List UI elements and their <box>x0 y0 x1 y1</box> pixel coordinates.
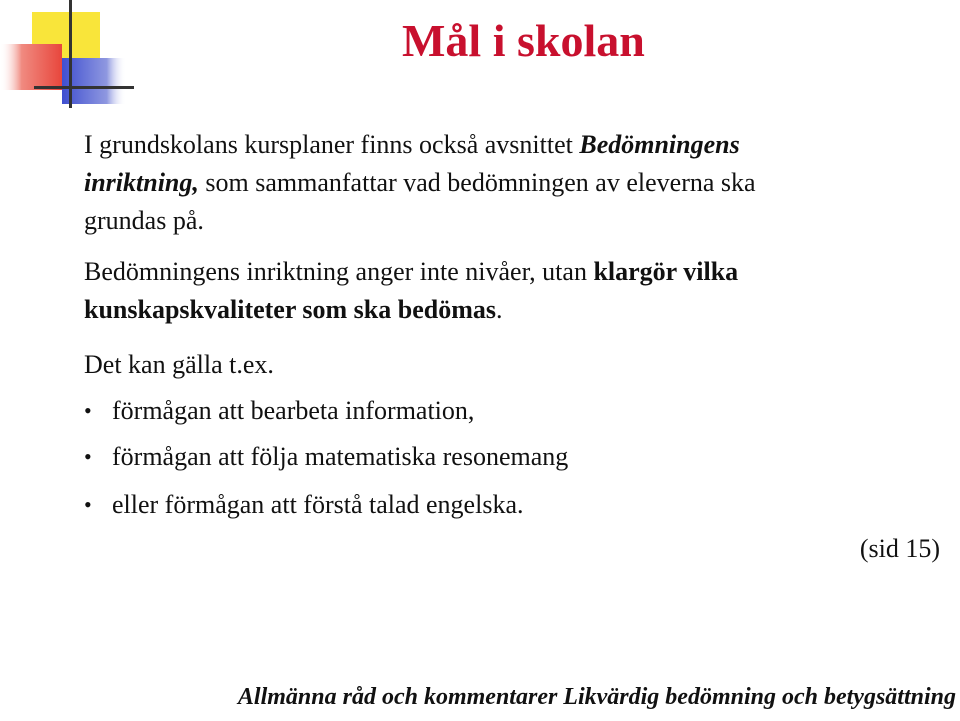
bullet-icon: • <box>84 398 92 423</box>
paragraph-qualities <box>84 253 738 329</box>
decorative-logo <box>0 0 150 115</box>
examples-intro: Det kan gälla t.ex. <box>84 350 274 379</box>
list-item-text: eller förmågan att förstå talad engelska. <box>112 490 524 519</box>
paragraph1-emphasis-line1: Bedömningens <box>579 130 740 159</box>
paragraph1-emphasis-line2: inriktning, <box>84 168 199 197</box>
paragraph1-text-c: grundas på. <box>84 206 204 235</box>
paragraph2-text-a: Bedömningens inriktning anger inte nivåer, utan <box>84 257 594 286</box>
bullet-icon: • <box>84 444 92 469</box>
paragraph1-text-a: I grundskolans kursplaner finns också avsnittet <box>84 130 580 159</box>
list-item <box>84 486 568 532</box>
list-item-text: förmågan att bearbeta information, <box>112 396 475 425</box>
paragraph1-text-b: som sammanfattar vad bedömningen av eleverna ska <box>198 168 756 197</box>
paragraph2-bold-line1: klargör vilka <box>593 257 739 286</box>
list-item-text: förmågan att följa matematiska resonemang <box>112 442 569 471</box>
example-list <box>84 392 568 532</box>
slide-title: Mål i skolan <box>402 15 645 66</box>
logo-vertical-line <box>69 0 72 108</box>
paragraph2-text-b: . <box>496 295 503 324</box>
paragraph-assessment-direction <box>84 126 756 240</box>
paragraph2-bold-line2: kunskapskvaliteter som ska bedömas <box>84 295 497 324</box>
list-item <box>84 392 568 438</box>
page-reference: (sid 15) <box>859 534 940 563</box>
list-item <box>84 438 568 486</box>
logo-horizontal-line <box>34 86 134 89</box>
logo-red-bar <box>0 44 62 90</box>
footer-source: Allmänna råd och kommentarer Likvärdig bedömning och betygsättning <box>237 684 956 710</box>
bullet-icon: • <box>84 492 92 517</box>
